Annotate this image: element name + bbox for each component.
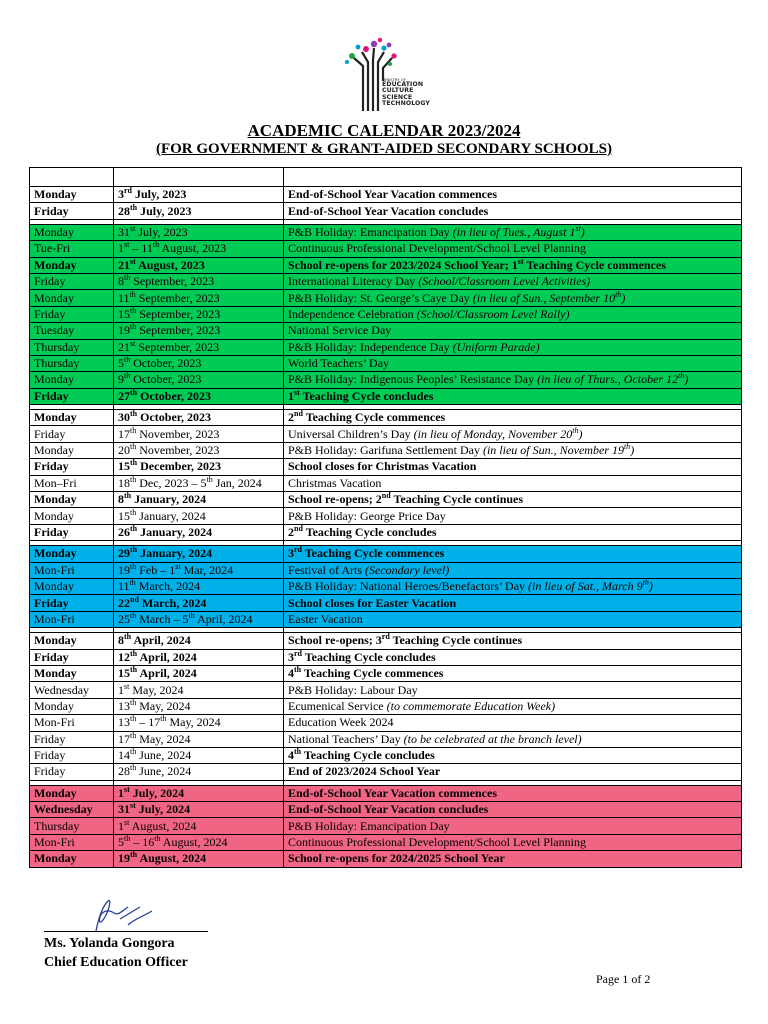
date-cell: 11th September, 2023 — [114, 290, 284, 306]
day-cell: Monday — [30, 372, 114, 388]
date-cell: 28th July, 2023 — [114, 203, 284, 219]
logo-word: CULTURE — [382, 87, 414, 95]
date-cell: 14th June, 2024 — [114, 747, 284, 763]
date-cell: 21st September, 2023 — [114, 339, 284, 355]
calendar-row — [30, 459, 742, 475]
day-cell: Monday — [30, 442, 114, 458]
event-cell: 4th Teaching Cycle commences — [284, 665, 742, 681]
event-cell: Ecumenical Service (to commemorate Education Week) — [284, 698, 742, 714]
date-cell: 1st – 11th August, 2023 — [114, 241, 284, 257]
date-cell: 15th September, 2023 — [114, 306, 284, 322]
event-cell: 3rd Teaching Cycle concludes — [284, 649, 742, 665]
event-cell: 3rd Teaching Cycle commences — [284, 546, 742, 562]
logo-word: SCIENCE — [382, 93, 413, 101]
calendar-row — [30, 764, 742, 780]
calendar-row — [30, 731, 742, 747]
day-cell: Monday — [30, 492, 114, 508]
event-cell: School re-opens; 2nd Teaching Cycle continues — [284, 492, 742, 508]
day-cell: Monday — [30, 257, 114, 273]
calendar-row — [30, 257, 742, 273]
event-cell: P&B Holiday: Independence Day (Uniform Parade) — [284, 339, 742, 355]
day-cell: Friday — [30, 595, 114, 611]
ministry-logo-text — [382, 78, 430, 108]
calendar-row — [30, 595, 742, 611]
event-cell: End-of-School Year Vacation concludes — [284, 802, 742, 818]
calendar-row — [30, 290, 742, 306]
event-cell: 1st Teaching Cycle concludes — [284, 388, 742, 404]
calendar-row — [30, 649, 742, 665]
calendar-row — [30, 682, 742, 698]
date-cell: 18th Dec, 2023 – 5th Jan, 2024 — [114, 475, 284, 491]
day-cell: Friday — [30, 649, 114, 665]
calendar-row — [30, 492, 742, 508]
date-cell: 15th April, 2024 — [114, 665, 284, 681]
date-cell: 8th September, 2023 — [114, 273, 284, 289]
calendar-row — [30, 241, 742, 257]
date-cell: 27th October, 2023 — [114, 388, 284, 404]
day-cell: Tuesday — [30, 323, 114, 339]
date-cell: 19th September, 2023 — [114, 323, 284, 339]
day-cell: Thursday — [30, 355, 114, 371]
calendar-row — [30, 818, 742, 834]
ministry-logo — [332, 36, 442, 114]
event-cell: 4th Teaching Cycle concludes — [284, 747, 742, 763]
event-cell: Continuous Professional Development/School Level Planning — [284, 241, 742, 257]
event-cell: End-of-School Year Vacation concludes — [284, 203, 742, 219]
date-cell: 29th January, 2024 — [114, 546, 284, 562]
day-cell: Monday — [30, 290, 114, 306]
event-cell: Education Week 2024 — [284, 715, 742, 731]
calendar-row — [30, 851, 742, 867]
event-cell: Easter Vacation — [284, 611, 742, 627]
calendar-row — [30, 546, 742, 562]
calendar-row — [30, 224, 742, 240]
signatory-name: Ms. Yolanda Gongora — [44, 936, 175, 951]
document-subtitle: (FOR GOVERNMENT & GRANT-AIDED SECONDARY SCHOOLS) — [155, 141, 613, 157]
day-cell: Mon-Fri — [30, 715, 114, 731]
day-cell: Thursday — [30, 339, 114, 355]
event-cell: National Service Day — [284, 323, 742, 339]
day-cell: Monday — [30, 508, 114, 524]
event-cell: 2nd Teaching Cycle concludes — [284, 524, 742, 540]
event-cell: P&B Holiday: National Heroes/Benefactors’ Day (in lieu of Sat., March 9th) — [284, 578, 742, 594]
event-cell: Festival of Arts (Secondary level) — [284, 562, 742, 578]
signatory-title: Chief Education Officer — [44, 955, 188, 970]
date-cell: 25th March – 5th April, 2024 — [114, 611, 284, 627]
calendar-row — [30, 524, 742, 540]
event-cell: Christmas Vacation — [284, 475, 742, 491]
logo-ministry-of: MINISTRY OF — [382, 78, 406, 82]
calendar-row — [30, 633, 742, 649]
logo-word: TECHNOLOGY — [382, 100, 431, 108]
day-cell: Monday — [30, 410, 114, 426]
event-cell: P&B Holiday: St. George’s Caye Day (in lieu of Sun., September 10th) — [284, 290, 742, 306]
signature-line — [44, 931, 208, 932]
calendar-row — [30, 834, 742, 850]
signatory-block — [44, 934, 188, 972]
date-cell: 9th October, 2023 — [114, 372, 284, 388]
day-cell: Wednesday — [30, 802, 114, 818]
date-cell: 8th April, 2024 — [114, 633, 284, 649]
day-cell: Monday — [30, 187, 114, 203]
day-cell: Friday — [30, 203, 114, 219]
date-cell: 13th May, 2024 — [114, 698, 284, 714]
date-cell: 5th – 16th August, 2024 — [114, 834, 284, 850]
calendar-row — [30, 355, 742, 371]
calendar-row — [30, 747, 742, 763]
date-cell: 17th May, 2024 — [114, 731, 284, 747]
day-cell: Friday — [30, 731, 114, 747]
date-cell: 8th January, 2024 — [114, 492, 284, 508]
date-cell: 17th November, 2023 — [114, 426, 284, 442]
event-cell: School re-opens for 2023/2024 School Year; 1st Teaching Cycle commences — [284, 257, 742, 273]
event-cell: 2nd Teaching Cycle commences — [284, 410, 742, 426]
day-cell: Monday — [30, 224, 114, 240]
page-number: Page 1 of 2 — [596, 972, 651, 986]
calendar-row — [30, 698, 742, 714]
event-cell: School re-opens; 3rd Teaching Cycle continues — [284, 633, 742, 649]
event-cell: World Teachers’ Day — [284, 355, 742, 371]
day-cell: Monday — [30, 546, 114, 562]
day-cell: Friday — [30, 524, 114, 540]
event-cell: Continuous Professional Development/School Level Planning — [284, 834, 742, 850]
date-cell: 1st August, 2024 — [114, 818, 284, 834]
day-cell: Friday — [30, 306, 114, 322]
event-cell: Universal Children’s Day (in lieu of Monday, November 20th) — [284, 426, 742, 442]
date-cell: 21st August, 2023 — [114, 257, 284, 273]
date-cell: 20th November, 2023 — [114, 442, 284, 458]
header-cell — [30, 168, 114, 187]
calendar-row — [30, 273, 742, 289]
day-cell: Friday — [30, 764, 114, 780]
event-cell: International Literacy Day (School/Classroom Level Activities) — [284, 273, 742, 289]
day-cell: Tue-Fri — [30, 241, 114, 257]
day-cell: Monday — [30, 785, 114, 801]
day-cell: Friday — [30, 426, 114, 442]
date-cell: 3rd July, 2023 — [114, 187, 284, 203]
day-cell: Mon-Fri — [30, 834, 114, 850]
date-cell: 31st July, 2024 — [114, 802, 284, 818]
calendar-body — [30, 168, 742, 868]
header-cell — [114, 168, 284, 187]
day-cell: Monday — [30, 851, 114, 867]
day-cell: Monday — [30, 633, 114, 649]
calendar-row — [30, 306, 742, 322]
day-cell: Friday — [30, 388, 114, 404]
event-cell: P&B Holiday: Emancipation Day — [284, 818, 742, 834]
calendar-row — [30, 388, 742, 404]
date-cell: 19th August, 2024 — [114, 851, 284, 867]
calendar-row — [30, 562, 742, 578]
calendar-row — [30, 187, 742, 203]
event-cell: School closes for Christmas Vacation — [284, 459, 742, 475]
date-cell: 11th March, 2024 — [114, 578, 284, 594]
day-cell: Monday — [30, 578, 114, 594]
date-cell: 5th October, 2023 — [114, 355, 284, 371]
event-cell: P&B Holiday: Garifuna Settlement Day (in lieu of Sun., November 19th) — [284, 442, 742, 458]
date-cell: 30th October, 2023 — [114, 410, 284, 426]
calendar-row — [30, 785, 742, 801]
date-cell: 15th December, 2023 — [114, 459, 284, 475]
event-cell: P&B Holiday: George Price Day — [284, 508, 742, 524]
calendar-row — [30, 665, 742, 681]
event-cell: P&B Holiday: Indigenous Peoples’ Resistance Day (in lieu of Thurs., October 12th) — [284, 372, 742, 388]
header-cell — [284, 168, 742, 187]
header-row — [30, 168, 742, 187]
day-cell: Friday — [30, 273, 114, 289]
date-cell: 1st July, 2024 — [114, 785, 284, 801]
calendar-row — [30, 715, 742, 731]
calendar-row — [30, 578, 742, 594]
event-cell: End of 2023/2024 School Year — [284, 764, 742, 780]
calendar-row — [30, 611, 742, 627]
day-cell: Wednesday — [30, 682, 114, 698]
event-cell: Independence Celebration (School/Classroom Level Rally) — [284, 306, 742, 322]
date-cell: 31st July, 2023 — [114, 224, 284, 240]
date-cell: 28th June, 2024 — [114, 764, 284, 780]
day-cell: Mon–Fri — [30, 475, 114, 491]
day-cell: Thursday — [30, 818, 114, 834]
academic-calendar-table — [29, 167, 742, 868]
calendar-row — [30, 442, 742, 458]
date-cell: 15th January, 2024 — [114, 508, 284, 524]
day-cell: Friday — [30, 459, 114, 475]
calendar-row — [30, 339, 742, 355]
date-cell: 19th Feb – 1st Mar, 2024 — [114, 562, 284, 578]
event-cell: School re-opens for 2024/2025 School Year — [284, 851, 742, 867]
event-cell: P&B Holiday: Emancipation Day (in lieu of Tues., August 1st) — [284, 224, 742, 240]
calendar-row — [30, 508, 742, 524]
calendar-row — [30, 426, 742, 442]
day-cell: Friday — [30, 747, 114, 763]
calendar-row — [30, 323, 742, 339]
day-cell: Mon-Fri — [30, 562, 114, 578]
date-cell: 26th January, 2024 — [114, 524, 284, 540]
day-cell: Monday — [30, 698, 114, 714]
calendar-row — [30, 372, 742, 388]
date-cell: 12th April, 2024 — [114, 649, 284, 665]
event-cell: National Teachers’ Day (to be celebrated at the branch level) — [284, 731, 742, 747]
calendar-row — [30, 203, 742, 219]
event-cell: School closes for Easter Vacation — [284, 595, 742, 611]
calendar-row — [30, 802, 742, 818]
event-cell: P&B Holiday: Labour Day — [284, 682, 742, 698]
calendar-row — [30, 410, 742, 426]
date-cell: 1st May, 2024 — [114, 682, 284, 698]
calendar-row — [30, 475, 742, 491]
event-cell: End-of-School Year Vacation commences — [284, 187, 742, 203]
logo-word: EDUCATION — [382, 81, 424, 88]
day-cell: Monday — [30, 665, 114, 681]
event-cell: End-of-School Year Vacation commences — [284, 785, 742, 801]
document-title: ACADEMIC CALENDAR 2023/2024 — [247, 121, 521, 140]
date-cell: 22nd March, 2024 — [114, 595, 284, 611]
date-cell: 13th – 17th May, 2024 — [114, 715, 284, 731]
day-cell: Mon-Fri — [30, 611, 114, 627]
